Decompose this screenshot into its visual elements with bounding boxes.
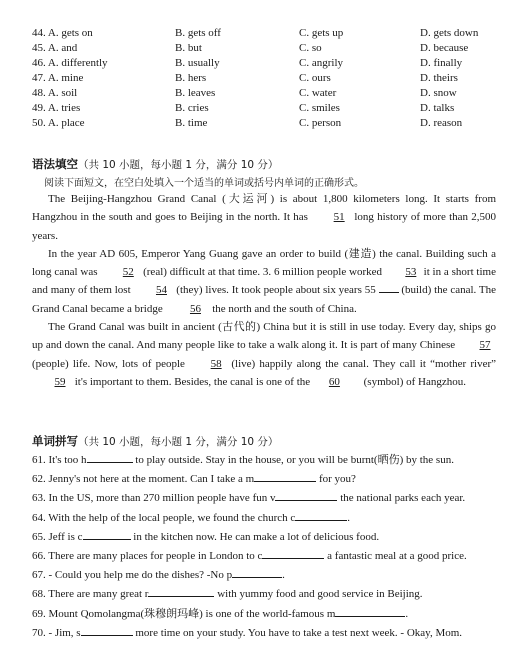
passage-text: (real) difficult at that time. 3. 6 million people worked xyxy=(140,266,385,279)
passage-paragraph-1 xyxy=(32,190,496,245)
grammar-subtitle: （共 10 小题，每小题 1 分，满分 10 分） xyxy=(78,159,279,171)
option-b: B. gets off xyxy=(175,27,221,39)
option-a: 48. A. soil xyxy=(32,87,78,99)
question-text: to play outside. Stay in the house, or you will be burnt(晒伤) by the sun. xyxy=(132,454,454,466)
answer-blank-66[interactable] xyxy=(262,547,324,559)
blank-52[interactable]: 52 xyxy=(122,266,134,279)
answer-blank-61[interactable] xyxy=(87,451,133,463)
passage-text: it in a short time and many of them lost xyxy=(32,266,496,297)
option-b: B. time xyxy=(175,117,208,129)
grammar-instruction: 阅读下面短文，在空白处填入一个适当的单词或括号内单词的正确形式。 xyxy=(44,178,364,189)
question-text: . xyxy=(282,569,285,582)
question-text: with yummy food and good service in Beijing. xyxy=(214,588,423,601)
blank-59[interactable]: 59 xyxy=(54,375,66,388)
option-row xyxy=(32,41,502,56)
answer-blank-69[interactable] xyxy=(335,605,405,617)
passage-paragraph-3 xyxy=(32,318,496,391)
question-text: 70. - Jim, s xyxy=(32,626,81,639)
option-c: C. water xyxy=(299,87,337,99)
option-d: D. because xyxy=(420,42,469,54)
spelling-item-66 xyxy=(32,547,502,566)
blank-57[interactable]: 57 xyxy=(479,339,491,352)
question-text: 67. - Could you help me do the dishes? -No p xyxy=(32,569,233,582)
spelling-title: 单词拼写 xyxy=(32,434,78,448)
question-text: . xyxy=(405,607,409,620)
passage-text: long history of more than 2,500 years. xyxy=(32,211,496,242)
option-b: B. usually xyxy=(175,57,220,69)
spelling-subtitle: （共 10 小题，每小题 1 分，满分 10 分） xyxy=(78,436,279,448)
question-text: more time on your study. You have to take a test next week. - Okay, Mom. xyxy=(132,626,463,639)
passage-text: (they) lives. It took people about six years 55 xyxy=(173,284,379,297)
option-c: C. smiles xyxy=(299,102,340,114)
option-c: C. angrily xyxy=(299,57,343,69)
grammar-passage xyxy=(32,190,496,391)
option-c: C. person xyxy=(299,117,342,129)
option-b: B. hers xyxy=(175,72,207,84)
grammar-section-heading xyxy=(32,156,278,172)
spelling-item-70 xyxy=(32,624,502,643)
blank-55[interactable] xyxy=(379,281,399,293)
blank-58[interactable]: 58 xyxy=(210,357,222,370)
option-d: D. talks xyxy=(420,102,455,114)
question-text: 63. In the US, more than 270 million people have fun v xyxy=(32,492,276,505)
option-a: 47. A. mine xyxy=(32,72,84,84)
passage-text: (build) the canal. The Grand Canal became a bridge xyxy=(32,284,497,315)
question-text: 64. With the help of the local people, we found the church c xyxy=(32,511,296,524)
blank-51[interactable]: 51 xyxy=(333,211,345,224)
question-text: . xyxy=(347,511,351,524)
option-c: C. gets up xyxy=(299,27,344,39)
passage-text: (people) life. Now, lots of people xyxy=(32,357,190,370)
option-a: 50. A. place xyxy=(32,117,85,129)
option-b: B. leaves xyxy=(175,87,216,99)
answer-blank-63[interactable] xyxy=(275,489,337,501)
passage-text: it's important to them. Besides, the canal is one of the xyxy=(72,375,313,388)
option-d: D. theirs xyxy=(420,72,458,84)
spelling-questions xyxy=(32,451,502,643)
answer-blank-64[interactable] xyxy=(295,509,347,521)
passage-text: The Beijing-Hangzhou Grand Canal (大运河) is about 1,800 kilometers long. It starts from Hangzhou in the south and goes to Beijing in the north. It has xyxy=(32,193,496,224)
passage-text: the north and the south of China. xyxy=(209,302,357,315)
spelling-item-61 xyxy=(32,451,502,470)
question-text: 65. Jeff is c xyxy=(32,530,83,543)
option-a: 49. A. tries xyxy=(32,102,81,114)
passage-text: (symbol) of Hangzhou. xyxy=(360,375,466,388)
option-row xyxy=(32,86,502,101)
question-text: a fantastic meal at a good price. xyxy=(324,549,467,562)
option-a: 46. A. differently xyxy=(32,57,108,69)
option-d: D. snow xyxy=(420,87,457,99)
option-b: B. cries xyxy=(175,102,209,114)
spelling-item-64 xyxy=(32,509,502,528)
option-b: B. but xyxy=(175,42,202,54)
spelling-item-62 xyxy=(32,470,502,489)
question-text: 68. There are many great r xyxy=(32,588,149,601)
question-text: 62. Jenny's not here at the moment. Can I take a m xyxy=(32,473,255,486)
answer-blank-67[interactable] xyxy=(232,566,282,578)
option-row xyxy=(32,26,502,41)
blank-60[interactable]: 60 xyxy=(328,375,340,388)
option-row xyxy=(32,56,502,71)
answer-blank-70[interactable] xyxy=(81,624,133,636)
option-d: D. gets down xyxy=(420,27,479,39)
question-text: for you? xyxy=(316,473,356,486)
spelling-section-heading xyxy=(32,433,278,449)
option-d: D. finally xyxy=(420,57,463,69)
choice-options xyxy=(32,26,502,131)
question-text: in the kitchen now. He can make a lot of delicious food. xyxy=(130,530,380,543)
answer-blank-62[interactable] xyxy=(254,470,316,482)
spelling-item-65 xyxy=(32,528,502,547)
spelling-item-63 xyxy=(32,489,502,508)
spelling-item-68 xyxy=(32,585,502,604)
option-a: 45. A. and xyxy=(32,42,78,54)
passage-paragraph-2 xyxy=(32,245,496,318)
passage-text: (live) happily along the canal. They call it “mother river” xyxy=(227,357,496,370)
answer-blank-68[interactable] xyxy=(148,585,214,597)
option-c: C. ours xyxy=(299,72,331,84)
option-c: C. so xyxy=(299,42,322,54)
grammar-title: 语法填空 xyxy=(32,157,78,171)
spelling-item-69 xyxy=(32,605,502,624)
question-text: 61. It's too h xyxy=(32,454,87,466)
option-row xyxy=(32,101,502,116)
question-text: the national parks each year. xyxy=(337,492,466,505)
answer-blank-65[interactable] xyxy=(83,528,131,540)
option-d: D. reason xyxy=(420,117,463,129)
spelling-item-67 xyxy=(32,566,502,585)
blank-54[interactable]: 54 xyxy=(155,284,167,297)
option-row xyxy=(32,71,502,86)
option-a: 44. A. gets on xyxy=(32,27,93,39)
blank-56[interactable]: 56 xyxy=(189,302,201,315)
passage-text: The Grand Canal was built in ancient (古代的) China but it is still in use today. Every day, ships go up and down the canal. And many people like to take a walk along it. It is part of many Chinese xyxy=(32,321,496,352)
question-text: 66. There are many places for people in London to c xyxy=(32,549,263,562)
question-text: 69. Mount Qomolangma(珠穆朗玛峰) is one of the world-famous m xyxy=(32,607,336,620)
blank-53[interactable]: 53 xyxy=(405,266,417,279)
passage-text: In the year AD 605, Emperor Yang Guang gave an order to build (建造) the canal. Building such a long canal was xyxy=(32,247,496,279)
option-row xyxy=(32,116,502,131)
